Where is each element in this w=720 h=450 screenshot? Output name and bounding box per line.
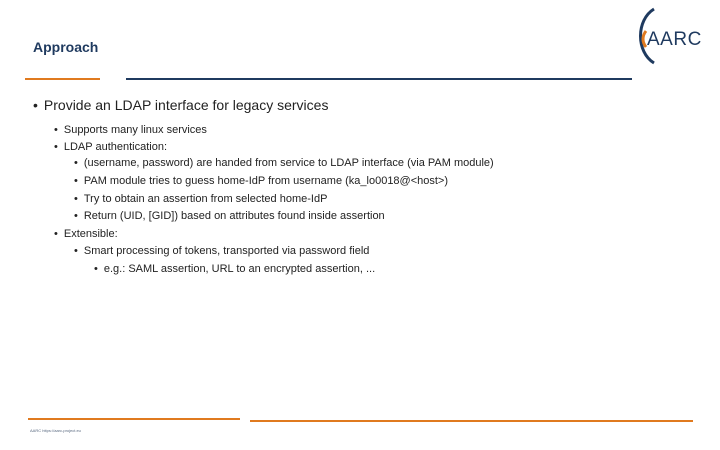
bullet-item bbox=[54, 228, 118, 240]
bullet-item bbox=[74, 157, 494, 169]
footer-text: AARC https://aarc-project.eu bbox=[30, 428, 81, 433]
footer-rule-accent bbox=[28, 418, 240, 420]
footer-rule bbox=[250, 420, 693, 422]
bullet-text: PAM module tries to guess home-IdP from username (ka_lo0018@<host>) bbox=[83, 175, 449, 187]
title-rule-accent bbox=[25, 78, 100, 80]
bullet-item bbox=[74, 245, 369, 257]
bullet-text: e.g.: SAML assertion, URL to an encrypted assertion, ... bbox=[103, 263, 376, 275]
bullet-text: Return (UID, [GID]) based on attributes found inside assertion bbox=[83, 210, 385, 222]
title-rule bbox=[100, 78, 632, 80]
bullet-icon: • bbox=[74, 193, 78, 205]
slide-title: Approach bbox=[33, 39, 99, 55]
bullet-item bbox=[54, 141, 167, 153]
bullet-item bbox=[74, 175, 448, 187]
bullet-text: (username, password) are handed from service to LDAP interface (via PAM module) bbox=[83, 157, 494, 169]
bullet-text: LDAP authentication: bbox=[63, 141, 168, 153]
bullet-item bbox=[74, 193, 327, 205]
bullet-item bbox=[94, 263, 375, 275]
bullet-text: Smart processing of tokens, transported via password field bbox=[83, 245, 370, 257]
bullet-icon: • bbox=[54, 228, 58, 240]
logo-text: AARC bbox=[647, 29, 702, 50]
bullet-text: Try to obtain an assertion from selected home-IdP bbox=[83, 193, 328, 205]
bullet-item bbox=[33, 97, 328, 113]
bullet-item bbox=[54, 124, 207, 136]
title-rule-gap bbox=[100, 78, 126, 80]
bullet-text: Supports many linux services bbox=[63, 124, 207, 136]
bullet-icon: • bbox=[54, 141, 58, 153]
bullet-icon: • bbox=[74, 210, 78, 222]
bullet-icon: • bbox=[74, 245, 78, 257]
bullet-icon: • bbox=[74, 157, 78, 169]
bullet-icon: • bbox=[74, 175, 78, 187]
bullet-icon: • bbox=[94, 263, 98, 275]
bullet-icon: • bbox=[54, 124, 58, 136]
bullet-text: Provide an LDAP interface for legacy services bbox=[43, 97, 329, 113]
bullet-item bbox=[74, 210, 385, 222]
bullet-text: Extensible: bbox=[63, 228, 118, 240]
bullet-icon: • bbox=[33, 97, 38, 113]
